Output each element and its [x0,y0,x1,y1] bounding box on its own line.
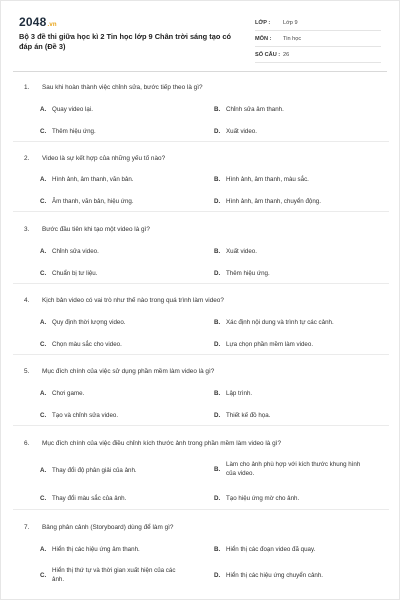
question-text: 5. Mục đích chính của việc sử dụng phần mềm làm video là gì? [24,368,215,375]
logo-main: 2048 [19,15,47,29]
meta-value: Lớp 9 [283,19,298,26]
option-a[interactable]: A. Quay video lại. [40,106,93,113]
option-a[interactable]: A. Hình ảnh, âm thanh, văn bản. [40,176,134,183]
site-logo[interactable] [19,15,57,29]
exam-meta [255,15,381,63]
question-text: 7. Bảng phân cảnh (Storyboard) dùng để làm gì? [24,524,174,531]
meta-value: 26 [283,51,290,58]
option-a[interactable]: A. Hiển thị các hiệu ứng âm thanh. [40,546,140,553]
meta-label: MÔN : [255,35,272,42]
option-d[interactable]: D. Xuất video. [214,128,257,135]
option-d[interactable]: D. Thiết kế đồ họa. [214,412,271,419]
header [1,1,399,67]
question-divider [13,509,389,510]
question-text: 4. Kịch bản video có vai trò như thế nào trong quá trình làm video? [24,297,224,304]
option-b[interactable]: B. Hình ảnh, âm thanh, màu sắc. [214,176,309,183]
option-c[interactable]: C. Tạo và chỉnh sửa video. [40,412,119,419]
question-divider [13,283,389,284]
question-text: 3. Bước đầu tiên khi tạo một video là gì? [24,226,150,233]
option-b[interactable]: B. Làm cho ảnh phù hợp với kích thước khung hình của video. [214,461,361,477]
meta-row-subject [255,31,381,47]
question-divider [13,425,389,426]
exam-title: Bộ 3 đề thi giữa học kì 2 Tin học lớp 9 Chân trời sáng tạo có đáp án (Đề 3) [19,32,232,51]
question-text: 1. Sau khi hoàn thành việc chỉnh sửa, bước tiếp theo là gì? [24,84,203,91]
option-a[interactable]: A. Thay đổi độ phân giải của ảnh. [40,467,137,474]
option-c[interactable]: C. Chuẩn bị tư liệu. [40,270,98,277]
option-d[interactable]: D. Hình ảnh, âm thanh, chuyển động. [214,198,321,205]
option-d[interactable]: D. Thêm hiệu ứng. [214,270,270,277]
option-b[interactable]: B. Xác định nội dung và trình tự các cảnh. [214,319,334,326]
question-text: 6. Mục đích chính của việc điều chỉnh kích thước ảnh trong phần mềm làm video là gì? [24,440,282,447]
question-divider [13,354,389,355]
question-divider [13,211,389,212]
option-c[interactable]: C. Hiển thị thứ tự và thời gian xuất hiện của các ảnh. [40,567,176,583]
option-a[interactable]: A. Chỉnh sửa video. [40,248,99,255]
option-c[interactable]: C. Chọn màu sắc cho video. [40,341,122,348]
option-c[interactable]: C. Thay đổi màu sắc của ảnh. [40,495,127,502]
meta-label: LỚP : [255,19,271,26]
option-d[interactable]: D. Tạo hiệu ứng mờ cho ảnh. [214,495,300,502]
option-c[interactable]: C. Âm thanh, văn bản, hiệu ứng. [40,198,134,205]
question-text: 2. Video là sự kết hợp của những yếu tố nào? [24,155,166,162]
question-divider [13,141,389,142]
option-b[interactable]: B. Hiển thị các đoạn video đã quay. [214,546,316,553]
meta-row-count [255,47,381,63]
meta-label: SỐ CÂU : [255,51,281,58]
header-divider [13,71,387,72]
option-b[interactable]: B. Xuất video. [214,248,257,255]
option-d[interactable]: D. Hiển thị các hiệu ứng chuyển cảnh. [214,572,324,579]
logo-suffix: .vn [47,22,57,28]
meta-value: Tin học [283,35,302,42]
option-b[interactable]: B. Chỉnh sửa âm thanh. [214,106,284,113]
option-b[interactable]: B. Lập trình. [214,390,253,397]
option-a[interactable]: A. Chơi game. [40,390,85,397]
meta-row-class [255,15,381,31]
option-a[interactable]: A. Quy định thời lượng video. [40,319,126,326]
option-d[interactable]: D. Lựa chọn phần mềm làm video. [214,341,314,348]
option-c[interactable]: C. Thêm hiệu ứng. [40,128,96,135]
